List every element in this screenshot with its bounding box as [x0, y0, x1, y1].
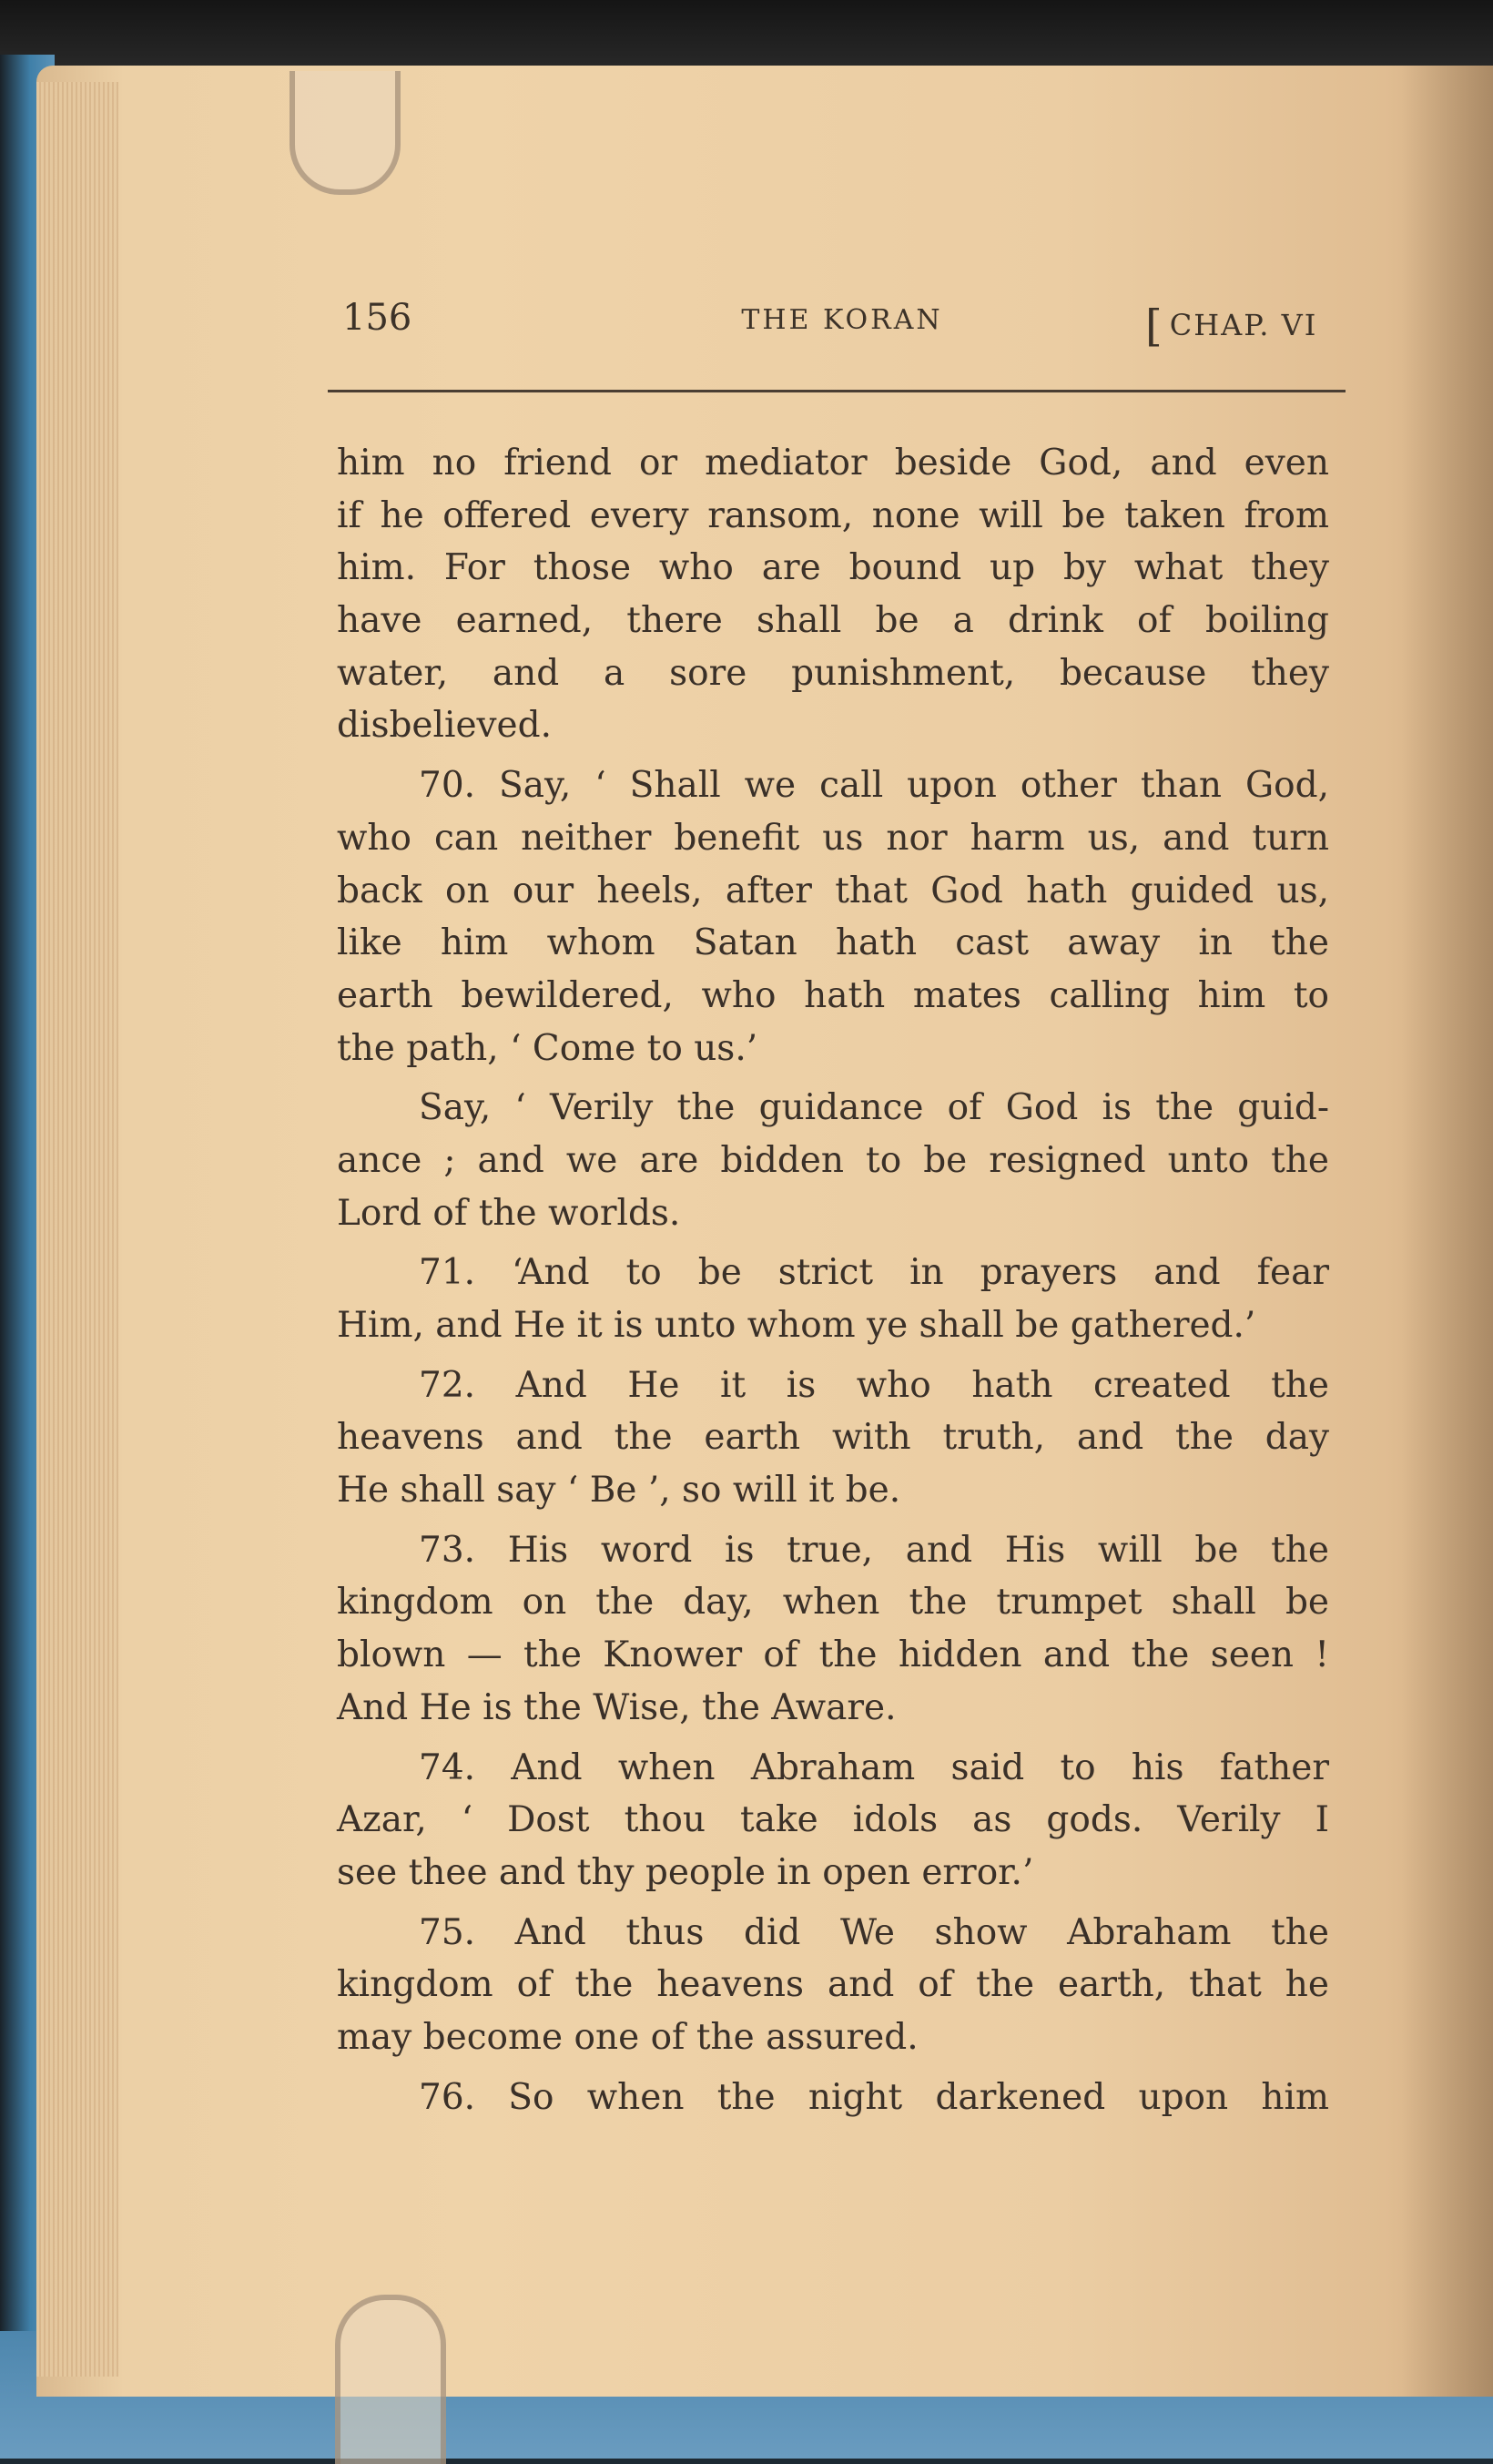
text-line: the path, ‘ Come to us.’: [337, 1027, 758, 1069]
text-line: Lord of the worlds.: [337, 1192, 681, 1234]
text-line: And He is the Wise, the Aware.: [337, 1686, 897, 1728]
text-line: 70. Say, ‘ Shall we call upon other than God,: [419, 765, 1329, 807]
page-gutter-shadow: [1402, 66, 1493, 2397]
text-line: him no friend or mediator beside God, and even: [337, 443, 1329, 484]
text-line: back on our heels, after that God hath guided us,: [337, 870, 1329, 911]
text-line: ance ; and we are bidden to be resigned unto the: [337, 1139, 1329, 1181]
text-line: him. For those who are bound up by what they: [337, 547, 1329, 589]
text-line: if he offered every ransom, none will be taken from: [337, 494, 1329, 536]
text-line: kingdom on the day, when the trumpet shall be: [337, 1582, 1329, 1624]
text-line: who can neither benefit us nor harm us, and turn: [337, 817, 1329, 859]
text-line: may become one of the assured.: [337, 2016, 919, 2058]
text-line: 73. His word is true, and His will be the: [419, 1529, 1329, 1571]
text-line: see thee and thy people in open error.’: [337, 1851, 1034, 1893]
text-line: Azar, ‘ Dost thou take idols as gods. Verily I: [337, 1799, 1329, 1841]
text-line: 71. ‘And to be strict in prayers and fear: [419, 1252, 1329, 1294]
text-line: kingdom of the heavens and of the earth, that he: [337, 1964, 1329, 2006]
chapter-text: CHAP. VI: [1169, 308, 1318, 342]
body-text: [337, 437, 1329, 2123]
header-rule: [328, 390, 1346, 392]
text-line: 76. So when the night darkened upon him: [419, 2076, 1329, 2118]
page-edges: [36, 82, 118, 2377]
running-title: THE KORAN: [741, 304, 943, 336]
text-line: earth bewildered, who hath mates calling him to: [337, 974, 1329, 1016]
page-number: 156: [342, 297, 412, 339]
text-line: 74. And when Abraham said to his father: [419, 1746, 1329, 1788]
chapter-label: [ CHAP. VI: [1145, 300, 1318, 351]
text-line: disbelieved.: [337, 705, 552, 747]
text-line: 75. And thus did We show Abraham the: [419, 1911, 1329, 1953]
text-line: He shall say ‘ Be ’, so will it be.: [337, 1470, 901, 1512]
page-clip-top: [289, 71, 401, 195]
text-line: Him, and He it is unto whom ye shall be gathered.’: [337, 1305, 1256, 1346]
text-line: have earned, there shall be a drink of boiling: [337, 600, 1329, 642]
text-line: heavens and the earth with truth, and the day: [337, 1417, 1329, 1459]
text-line: 72. And He it is who hath created the: [419, 1364, 1329, 1406]
page-clip-bottom: [335, 2295, 446, 2464]
text-line: Say, ‘ Verily the guidance of God is the guid-: [419, 1087, 1329, 1129]
text-line: blown — the Knower of the hidden and the seen !: [337, 1634, 1329, 1676]
text-line: like him whom Satan hath cast away in the: [337, 922, 1329, 964]
text-line: water, and a sore punishment, because they: [337, 652, 1329, 694]
